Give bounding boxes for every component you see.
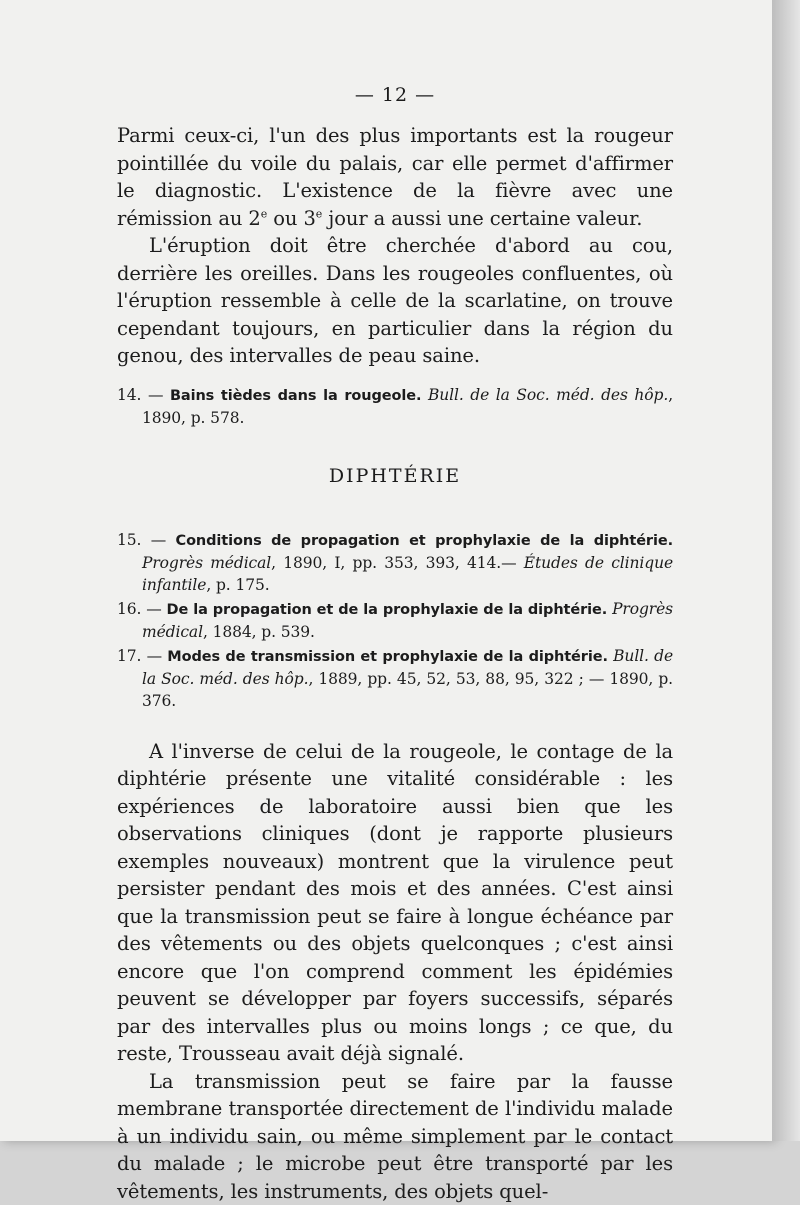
- section-heading: DIPHTÉRIE: [117, 465, 673, 487]
- superscript-e: e: [316, 207, 322, 220]
- superscript-e: e: [261, 207, 267, 220]
- reference-journal: Bull. de la Soc. méd. des hôp.: [428, 386, 668, 404]
- reference-journal: Bull. de la Soc. méd. des hôp.: [142, 647, 673, 688]
- reference-17: 17. — Modes de transmission et prophylaxie de la diphtérie. Bull. de la Soc. méd. des hôp., 1889, pp. 45, 52, 53, 88, 95, 322 ; — 1890, p. 376.: [117, 645, 673, 712]
- reference-14: 14. — Bains tièdes dans la rougeole. Bull. de la Soc. méd. des hôp., 1890, p. 578.: [117, 384, 673, 429]
- reference-title: Modes de transmission et prophylaxie de la diphtérie.: [167, 649, 608, 665]
- reference-journal: Progrès médical: [142, 554, 271, 572]
- paragraph-1: Parmi ceux-ci, l'un des plus importants est la rougeur pointillée du voile du palais, car elle permet d'affirmer le diagnostic. L'existence de la fièvre avec une rémission au 2e ou 3e jour a aussi une certaine valeur.: [117, 122, 673, 232]
- reference-title: Conditions de propagation et prophylaxie de la diphtérie.: [176, 533, 673, 549]
- reference-title: De la propagation et de la prophylaxie de la diphtérie.: [167, 602, 608, 618]
- reference-title: Bains tièdes dans la rougeole.: [170, 388, 421, 404]
- paragraph-2: L'éruption doit être cherchée d'abord au cou, derrière les oreilles. Dans les rougeoles confluentes, où l'éruption ressemble à celle de la scarlatine, on trouve cependant toujours, en particulier dans la région du genou, des intervalles de peau saine.: [117, 232, 673, 370]
- reference-16: 16. — De la propagation et de la prophylaxie de la diphtérie. Progrès médical, 1884, p. 539.: [117, 598, 673, 643]
- reference-journal: Études de clinique infantile: [142, 554, 673, 594]
- paragraph-4: La transmission peut se faire par la fausse membrane transportée directement de l'individu malade à un individu sain, ou même simplement par le contact du malade ; le microbe peut être transporté par les vêtements, les instruments, des objets quel-: [117, 1068, 673, 1205]
- page-edge: [772, 0, 800, 1141]
- page-number: — 12 —: [117, 84, 673, 106]
- paragraph-3: A l'inverse de celui de la rougeole, le contage de la diphtérie présente une vitalité considérable : les expériences de laboratoire aussi bien que les observations cliniques (dont je rapporte plusieurs exemples nouveaux) montrent que la virulence peut persister pendant des mois et des années. C'est ainsi que la transmission peut se faire à longue échéance par des vêtements ou des objets quelconques ; c'est ainsi encore que l'on comprend comment les épidémies peuvent se développer par foyers successifs, séparés par des intervalles plus ou moins longs ; ce que, du reste, Trousseau avait déjà signalé.: [117, 738, 673, 1068]
- page-content: [117, 84, 673, 1205]
- reference-journal: Progrès médical: [142, 600, 673, 641]
- reference-15: 15. — Conditions de propagation et prophylaxie de la diphtérie. Progrès médical, 1890, I, pp. 353, 393, 414.— Études de clinique infantile, p. 175.: [117, 529, 673, 596]
